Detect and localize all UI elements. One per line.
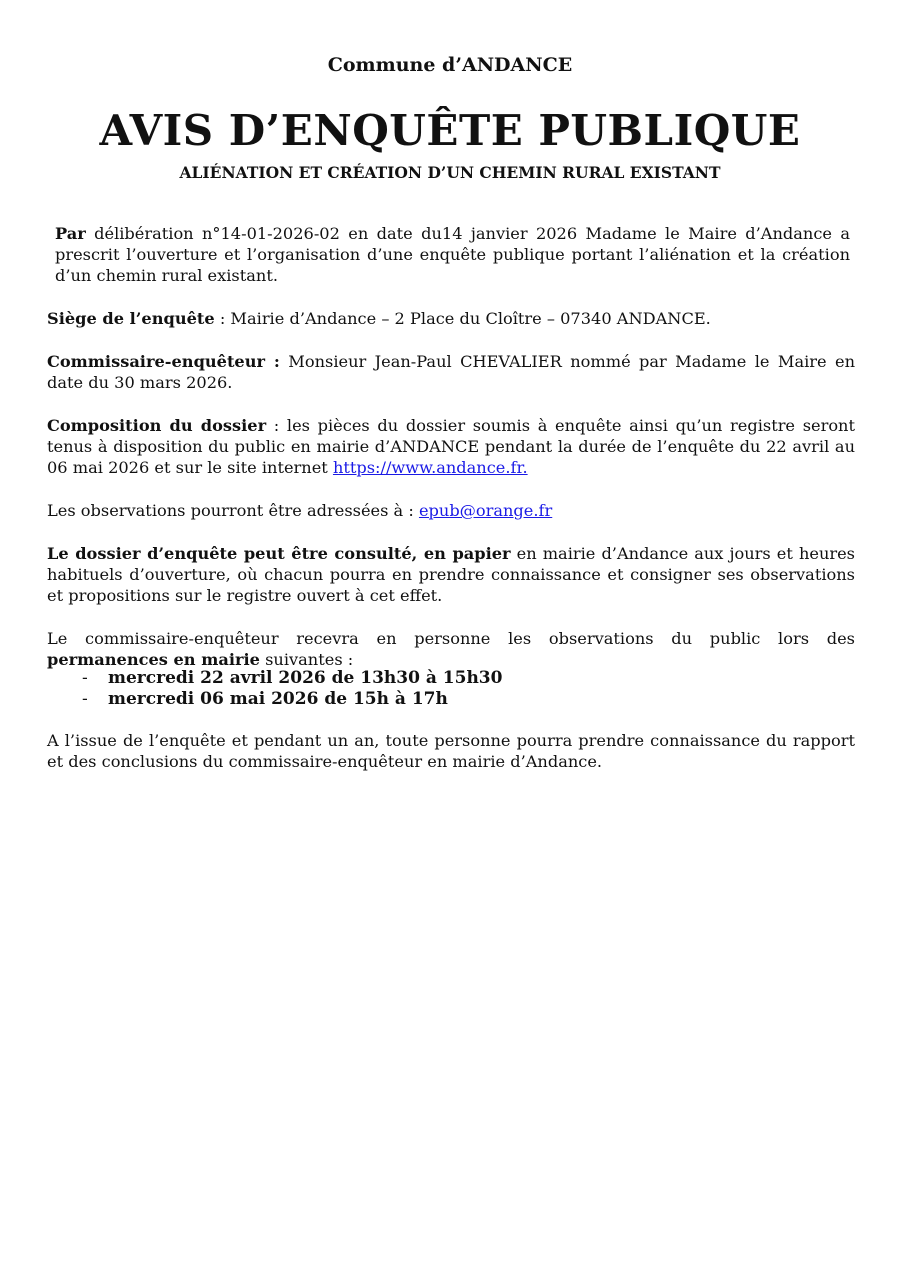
siege-label: Siège de l’enquête: [47, 309, 215, 328]
permanences-text: Le commissaire-enquêteur recevra en personne les observations du public lors des: [47, 629, 855, 648]
bullet-dash: -: [82, 668, 88, 688]
observations-text: Les observations pourront être adressées à :: [47, 501, 419, 520]
commissaire-label: Commissaire-enquêteur :: [47, 352, 280, 371]
commissaire-text: Monsieur Jean-Paul CHEVALIER nommé par Madame le Maire en date du 30 mars 2026.: [47, 352, 856, 392]
composition-label: Composition du dossier: [47, 416, 267, 435]
composition-paragraph: [47, 415, 855, 478]
list-item: [47, 689, 855, 710]
consultation-text: en mairie d’Andance aux jours et heures habituels d’ouverture, où chacun pourra en prendre connaissance et consigner ses observations et propositions sur le registre ouvert à cet effet.: [47, 544, 855, 605]
commissaire-paragraph: [47, 351, 855, 393]
consultation-paragraph: [47, 543, 855, 606]
commune-heading: Commune d’ANDANCE: [327, 54, 573, 76]
permanence-date: mercredi 22 avril 2026 de 13h30 à 15h30: [108, 668, 503, 688]
email-link[interactable]: epub@orange.fr: [418, 501, 553, 520]
intro-paragraph: [55, 223, 850, 286]
page-title: AVIS D’ENQUÊTE PUBLIQUE: [99, 106, 801, 155]
intro-lead: Par: [55, 224, 86, 243]
composition-text: : les pièces du dossier soumis à enquête ainsi qu’un registre seront tenus à disposition du public en mairie d’ANDANCE pendant la durée de l’enquête du 22 avril au 06 mai 2026 et sur le site internet: [47, 416, 855, 477]
list-item: [47, 668, 855, 689]
permanence-date: mercredi 06 mai 2026 de 15h à 17h: [108, 689, 448, 709]
intro-text: délibération n°14-01-2026-02 en date du14 janvier 2026 Madame le Maire d’Andance a prescrit l’ouverture et l’organisation d’une enquête publique portant l’aliénation et la création d’un chemin rural existant.: [55, 224, 850, 285]
siege-paragraph: [47, 308, 855, 329]
siege-text: : Mairie d’Andance – 2 Place du Cloître – 07340 ANDANCE.: [214, 309, 711, 328]
website-link[interactable]: https://www.andance.fr.: [332, 458, 528, 477]
permanences-list-wrap: [47, 668, 855, 710]
page-subtitle: ALIÉNATION ET CRÉATION D’UN CHEMIN RURAL EXISTANT: [179, 163, 721, 182]
permanences-paragraph: [47, 628, 855, 670]
observations-paragraph: [47, 500, 855, 521]
consultation-label: Le dossier d’enquête peut être consulté, en papier: [47, 544, 511, 563]
permanences-suffix: suivantes :: [259, 650, 354, 669]
bullet-dash: -: [82, 689, 88, 709]
issue-text: A l’issue de l’enquête et pendant un an, toute personne pourra prendre connaissance du rapport et des conclusions du commissaire-enquêteur en mairie d’Andance.: [47, 731, 855, 771]
issue-paragraph: [47, 730, 855, 772]
permanences-label: permanences en mairie: [47, 650, 260, 669]
permanences-list: [47, 668, 855, 710]
